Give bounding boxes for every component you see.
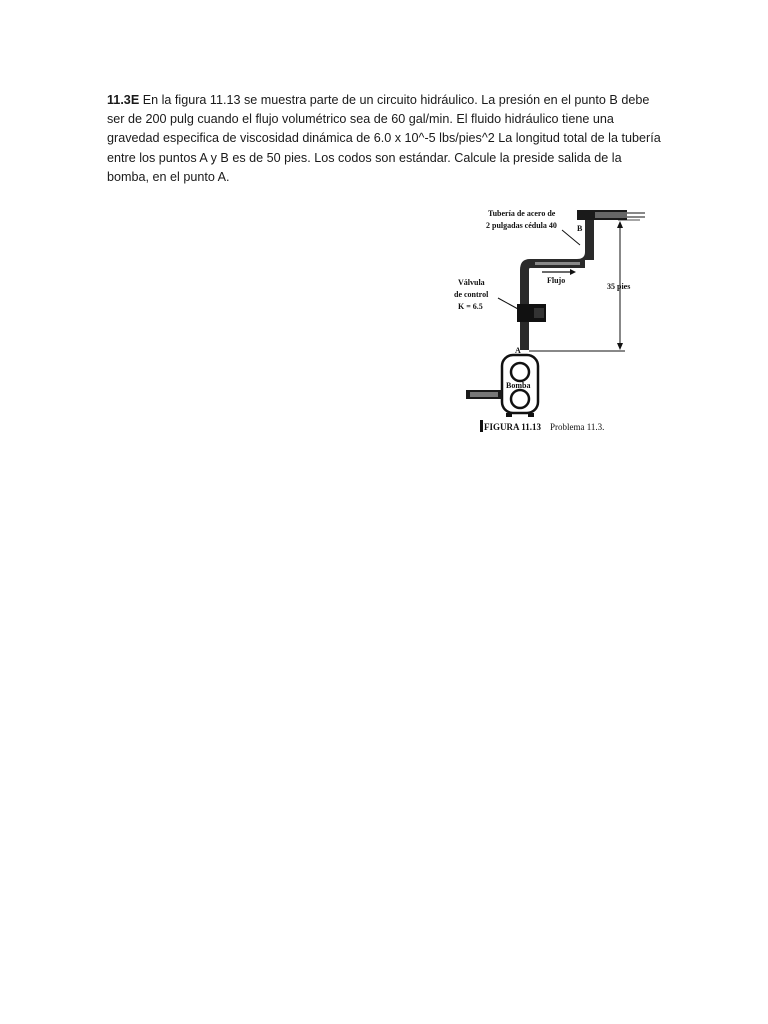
valve-label-line1: Válvula <box>458 278 485 287</box>
flow-label: Flujo <box>547 276 566 285</box>
problem-body: En la figura 11.13 se muestra parte de un circuito hidráulico. La presión en el punto B debe ser de 200 pulg cuando el flujo volumétrico sea de 60 gal/min. El fluido hidráulico tiene una gravedad especifica de viscosidad dinámica de 6.0 x 10^-5 lbs/pies^2 La longitud total de la tubería entre los puntos A y B es de 50 pies. Los codos son estándar. Calcule la preside salida de la bomba, en el punto A. <box>107 93 661 184</box>
pump-foot-left <box>506 413 512 417</box>
horizontal-pipe-highlight <box>535 262 580 265</box>
outlet-pipe-inner <box>595 212 627 218</box>
pipe-label-line2: 2 pulgadas cédula 40 <box>486 221 557 230</box>
pipe-label-line1: Tubería de acero de <box>488 209 556 218</box>
problem-number: 11.3E <box>107 93 140 107</box>
caption-bar <box>480 420 483 432</box>
caption-problem: Problema 11.3. <box>550 422 605 432</box>
valve-label-leader <box>498 298 518 309</box>
pump-upper-rotor <box>511 363 529 381</box>
valve-label-line3: K = 6.5 <box>458 302 483 311</box>
control-valve-actuator <box>534 308 544 318</box>
pump-inlet-highlight <box>470 392 498 397</box>
dimension-arrow-top <box>617 221 623 228</box>
height-label: 35 pies <box>607 282 631 291</box>
flow-arrow-head <box>570 269 576 275</box>
hydraulic-circuit-figure <box>440 200 670 440</box>
caption-figure-number: FIGURA 11.13 <box>484 422 542 432</box>
upper-vertical-pipe <box>585 220 594 260</box>
pump-lower-rotor <box>511 390 529 408</box>
valve-label-line2: de control <box>454 290 489 299</box>
point-a-label: A <box>515 346 521 355</box>
pump-foot-right <box>528 413 534 417</box>
point-b-label: B <box>577 224 583 233</box>
pump-label: Bomba <box>506 381 531 390</box>
problem-statement <box>107 91 667 187</box>
dimension-arrow-bottom <box>617 343 623 350</box>
